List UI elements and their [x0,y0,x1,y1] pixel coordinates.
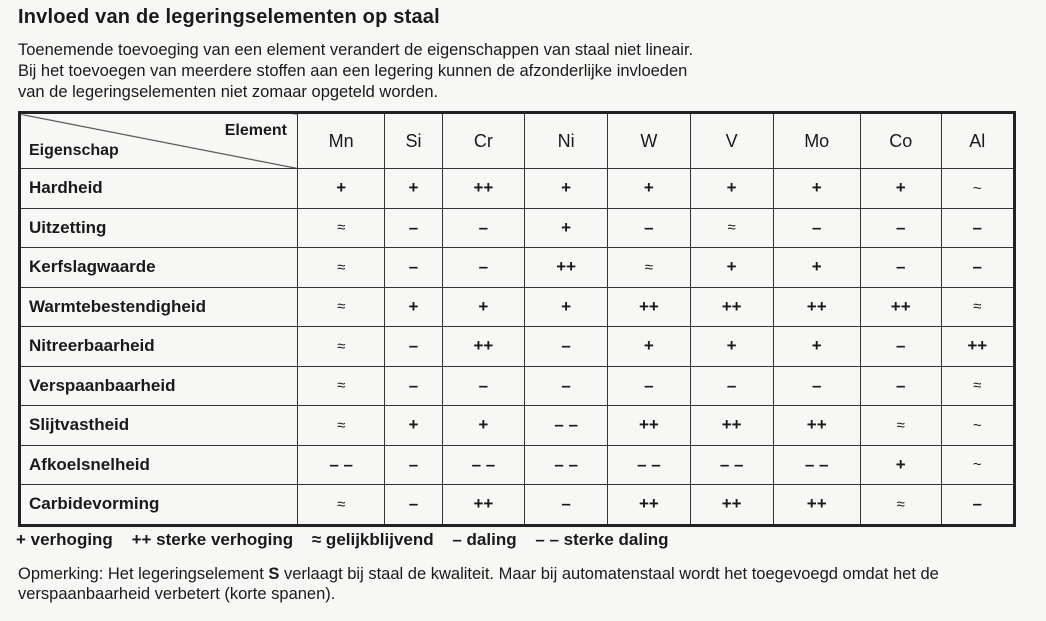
effect-cell: – [442,248,525,288]
effect-cell: – [860,366,941,406]
effect-cell: ≈ [298,366,385,406]
effect-cell: + [860,169,941,209]
column-header: Co [860,113,941,169]
effect-cell: + [690,169,773,209]
note-text: Opmerking: Het legeringselement [18,565,269,583]
corner-header [20,113,298,169]
table-row [20,208,1015,248]
column-header: W [608,113,691,169]
effect-cell: – [773,366,860,406]
effect-cell: – [860,248,941,288]
effect-cell: – [941,208,1014,248]
effect-cell: ≈ [298,208,385,248]
legend-item: – daling [452,530,517,549]
effect-cell: ++ [442,169,525,209]
column-header: Al [941,113,1014,169]
table-row [20,445,1015,485]
effect-cell: ≈ [298,485,385,526]
effect-cell: ≈ [298,406,385,446]
effect-cell: ++ [773,485,860,526]
effect-cell: – [941,248,1014,288]
page-title: Invloed van de legeringselementen op staal [18,6,440,28]
effect-cell: – [385,485,442,526]
effect-cell: + [690,327,773,367]
effect-cell: + [442,406,525,446]
alloy-effects-table [18,111,1016,527]
effect-cell: + [773,327,860,367]
effect-cell: ++ [773,406,860,446]
intro-line: Bij het toevoegen van meerdere stoffen aan een legering kunnen de afzonderlijke invloeden [18,62,688,80]
property-label: Carbidevorming [20,485,298,526]
effect-cell: ≈ [298,248,385,288]
effect-cell: ≈ [690,208,773,248]
column-header: V [690,113,773,169]
effect-cell: + [385,406,442,446]
column-header: Mn [298,113,385,169]
effect-cell: + [525,208,608,248]
header-row [20,113,1015,169]
effect-cell: – [773,208,860,248]
effect-cell: ++ [941,327,1014,367]
effect-cell: ++ [608,485,691,526]
effect-cell: ++ [773,287,860,327]
table-row [20,287,1015,327]
effect-cell: ≈ [298,327,385,367]
table-row [20,485,1015,526]
effect-cell: – – [298,445,385,485]
effect-cell: + [773,169,860,209]
effect-cell: – – [690,445,773,485]
effect-cell: – [690,366,773,406]
effect-cell: – [385,366,442,406]
property-label: Nitreerbaarheid [20,327,298,367]
effect-cell: + [298,169,385,209]
column-header: Cr [442,113,525,169]
effect-cell: – [442,208,525,248]
effect-cell: ≈ [941,366,1014,406]
effect-cell: ≈ [298,287,385,327]
effect-cell: – [860,208,941,248]
effect-cell: – – [608,445,691,485]
effect-cell: ≈ [608,248,691,288]
effect-cell: – [608,208,691,248]
property-label: Slijtvastheid [20,406,298,446]
table-row [20,327,1015,367]
effect-cell: + [608,169,691,209]
effect-cell: + [608,327,691,367]
effect-cell: – [385,248,442,288]
effect-cell: + [525,169,608,209]
effect-cell: – [941,485,1014,526]
effect-cell: – – [525,406,608,446]
effect-cell: – [608,366,691,406]
effect-cell: ++ [442,327,525,367]
intro-line: van de legeringselementen niet zomaar opgeteld worden. [18,83,439,101]
column-header: Ni [525,113,608,169]
effect-cell: + [860,445,941,485]
intro-text [18,40,918,103]
table-row [20,248,1015,288]
effect-cell: ++ [690,485,773,526]
effect-cell: ++ [690,406,773,446]
table-row [20,366,1015,406]
property-label: Warmtebestendigheid [20,287,298,327]
property-label: Uitzetting [20,208,298,248]
legend [16,530,683,550]
effect-cell: ≈ [860,485,941,526]
effect-cell: ~ [941,169,1014,209]
effect-cell: – [860,327,941,367]
table-row [20,406,1015,446]
effect-cell: ++ [690,287,773,327]
effect-cell: – – [773,445,860,485]
effect-cell: ++ [442,485,525,526]
legend-item: ++ sterke verhoging [131,530,294,549]
remark-note [18,564,1008,604]
property-label: Verspaanbaarheid [20,366,298,406]
effect-cell: + [385,287,442,327]
property-label: Kerfslagwaarde [20,248,298,288]
legend-item: ≈ gelijkblijvend [311,530,434,549]
legend-item: – – sterke daling [535,530,669,549]
effect-cell: – [525,327,608,367]
corner-element-label: Element [224,122,287,139]
effect-cell: ++ [860,287,941,327]
effect-cell: ~ [941,406,1014,446]
effect-cell: ++ [525,248,608,288]
effect-cell: + [690,248,773,288]
note-text: verlaagt bij staal de kwaliteit. Maar bij automatenstaal wordt het toegevoegd omdat het de verspaanbaarheid verbetert (korte spanen). [18,565,939,603]
effect-cell: + [773,248,860,288]
effect-cell: + [442,287,525,327]
effect-cell: – – [525,445,608,485]
column-header: Si [385,113,442,169]
effect-cell: – [525,485,608,526]
legend-item: + verhoging [16,530,113,549]
corner-property-label: Eigenschap [29,142,119,159]
effect-cell: ++ [608,287,691,327]
effect-cell: ~ [941,445,1014,485]
column-header: Mo [773,113,860,169]
effect-cell: ≈ [941,287,1014,327]
effect-cell: ≈ [860,406,941,446]
effect-cell: ++ [608,406,691,446]
property-label: Hardheid [20,169,298,209]
effect-cell: – – [442,445,525,485]
effect-cell: – [385,445,442,485]
effect-cell: – [385,327,442,367]
effect-cell: – [525,366,608,406]
property-label: Afkoelsnelheid [20,445,298,485]
note-bold-element: S [268,565,280,583]
table-row [20,169,1015,209]
effect-cell: + [525,287,608,327]
effect-cell: – [442,366,525,406]
effect-cell: – [385,208,442,248]
intro-line: Toenemende toevoeging van een element verandert de eigenschappen van staal niet lineair. [18,41,694,59]
effect-cell: + [385,169,442,209]
